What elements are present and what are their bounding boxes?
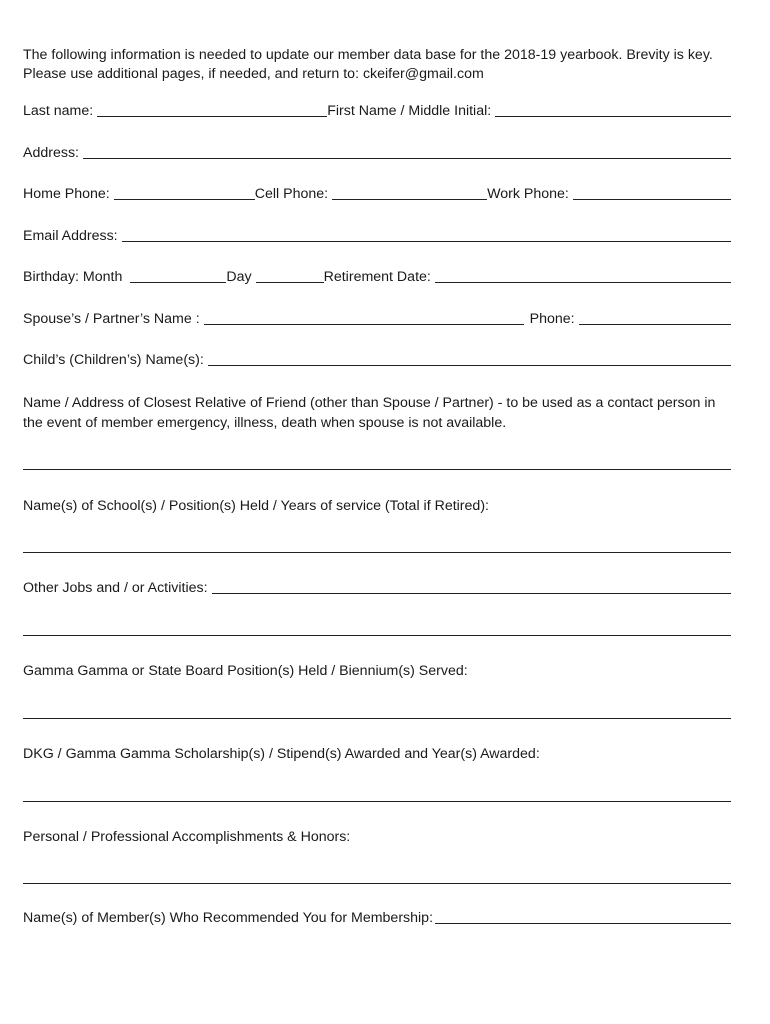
intro-text: The following information is needed to update our member data base for the 2018-19 yearbook. Brevity is key. Please use additional pages, if needed, and return to: ckeifer@gmail.com (23, 47, 713, 82)
email-label: Email Address: (23, 228, 118, 244)
spouse-name-label: Spouse’s / Partner’s Name : (23, 311, 200, 327)
other-jobs-field-line-2[interactable] (23, 635, 731, 636)
children-row (23, 351, 731, 369)
spouse-name-field[interactable] (204, 310, 524, 325)
accomplishments-label: Personal / Professional Accomplishments & Honors: (23, 829, 351, 845)
scholarships-label: DKG / Gamma Gamma Scholarship(s) / Stipend(s) Awarded and Year(s) Awarded: (23, 746, 540, 762)
member-info-form (23, 46, 731, 926)
children-label: Child’s (Children’s) Name(s): (23, 352, 204, 368)
home-phone-field[interactable] (114, 185, 255, 200)
other-jobs-row (23, 579, 731, 597)
address-label: Address: (23, 145, 79, 161)
work-phone-field[interactable] (573, 185, 731, 200)
day-field[interactable] (256, 268, 324, 283)
birthday-month-label: Birthday: Month (23, 269, 123, 285)
spouse-row (23, 310, 731, 328)
email-row (23, 227, 731, 245)
spouse-phone-label: Phone: (529, 311, 575, 327)
cell-phone-field[interactable] (332, 185, 487, 200)
last-name-label: Last name: (23, 103, 94, 119)
first-name-label: First Name / Middle Initial: (327, 103, 492, 119)
other-jobs-label: Other Jobs and / or Activities: (23, 580, 208, 596)
spouse-phone-field[interactable] (579, 310, 731, 325)
retirement-date-label: Retirement Date: (323, 269, 431, 285)
schools-label: Name(s) of School(s) / Position(s) Held / Years of service (Total if Retired): (23, 498, 489, 514)
first-name-field[interactable] (495, 102, 731, 117)
phones-row (23, 185, 731, 203)
scholarships-field[interactable] (23, 801, 731, 802)
retirement-date-field[interactable] (435, 268, 731, 283)
birthday-month-field[interactable] (130, 268, 226, 283)
name-row (23, 102, 731, 120)
recommended-by-field[interactable] (435, 909, 731, 924)
accomplishments-field[interactable] (23, 883, 731, 884)
schools-field[interactable] (23, 552, 731, 553)
email-field[interactable] (122, 227, 731, 242)
address-field[interactable] (83, 144, 731, 159)
children-field[interactable] (208, 351, 731, 366)
board-positions-field[interactable] (23, 718, 731, 719)
work-phone-label: Work Phone: (487, 186, 569, 202)
cell-phone-label: Cell Phone: (254, 186, 329, 202)
other-jobs-field[interactable] (212, 579, 731, 594)
home-phone-label: Home Phone: (23, 186, 110, 202)
address-row (23, 144, 731, 162)
board-positions-label: Gamma Gamma or State Board Position(s) Held / Biennium(s) Served: (23, 663, 468, 679)
last-name-field[interactable] (97, 102, 327, 117)
closest-relative-field[interactable] (23, 469, 731, 470)
recommended-row (23, 909, 731, 927)
closest-relative-label: Name / Address of Closest Relative of Friend (other than Spouse / Partner) - to be used as a contact person in the event of member emergency, illness, death when spouse is not available. (23, 395, 716, 431)
recommended-by-label: Name(s) of Member(s) Who Recommended You for Membership: (23, 910, 434, 926)
birthday-row (23, 268, 731, 286)
day-label: Day (226, 269, 252, 285)
